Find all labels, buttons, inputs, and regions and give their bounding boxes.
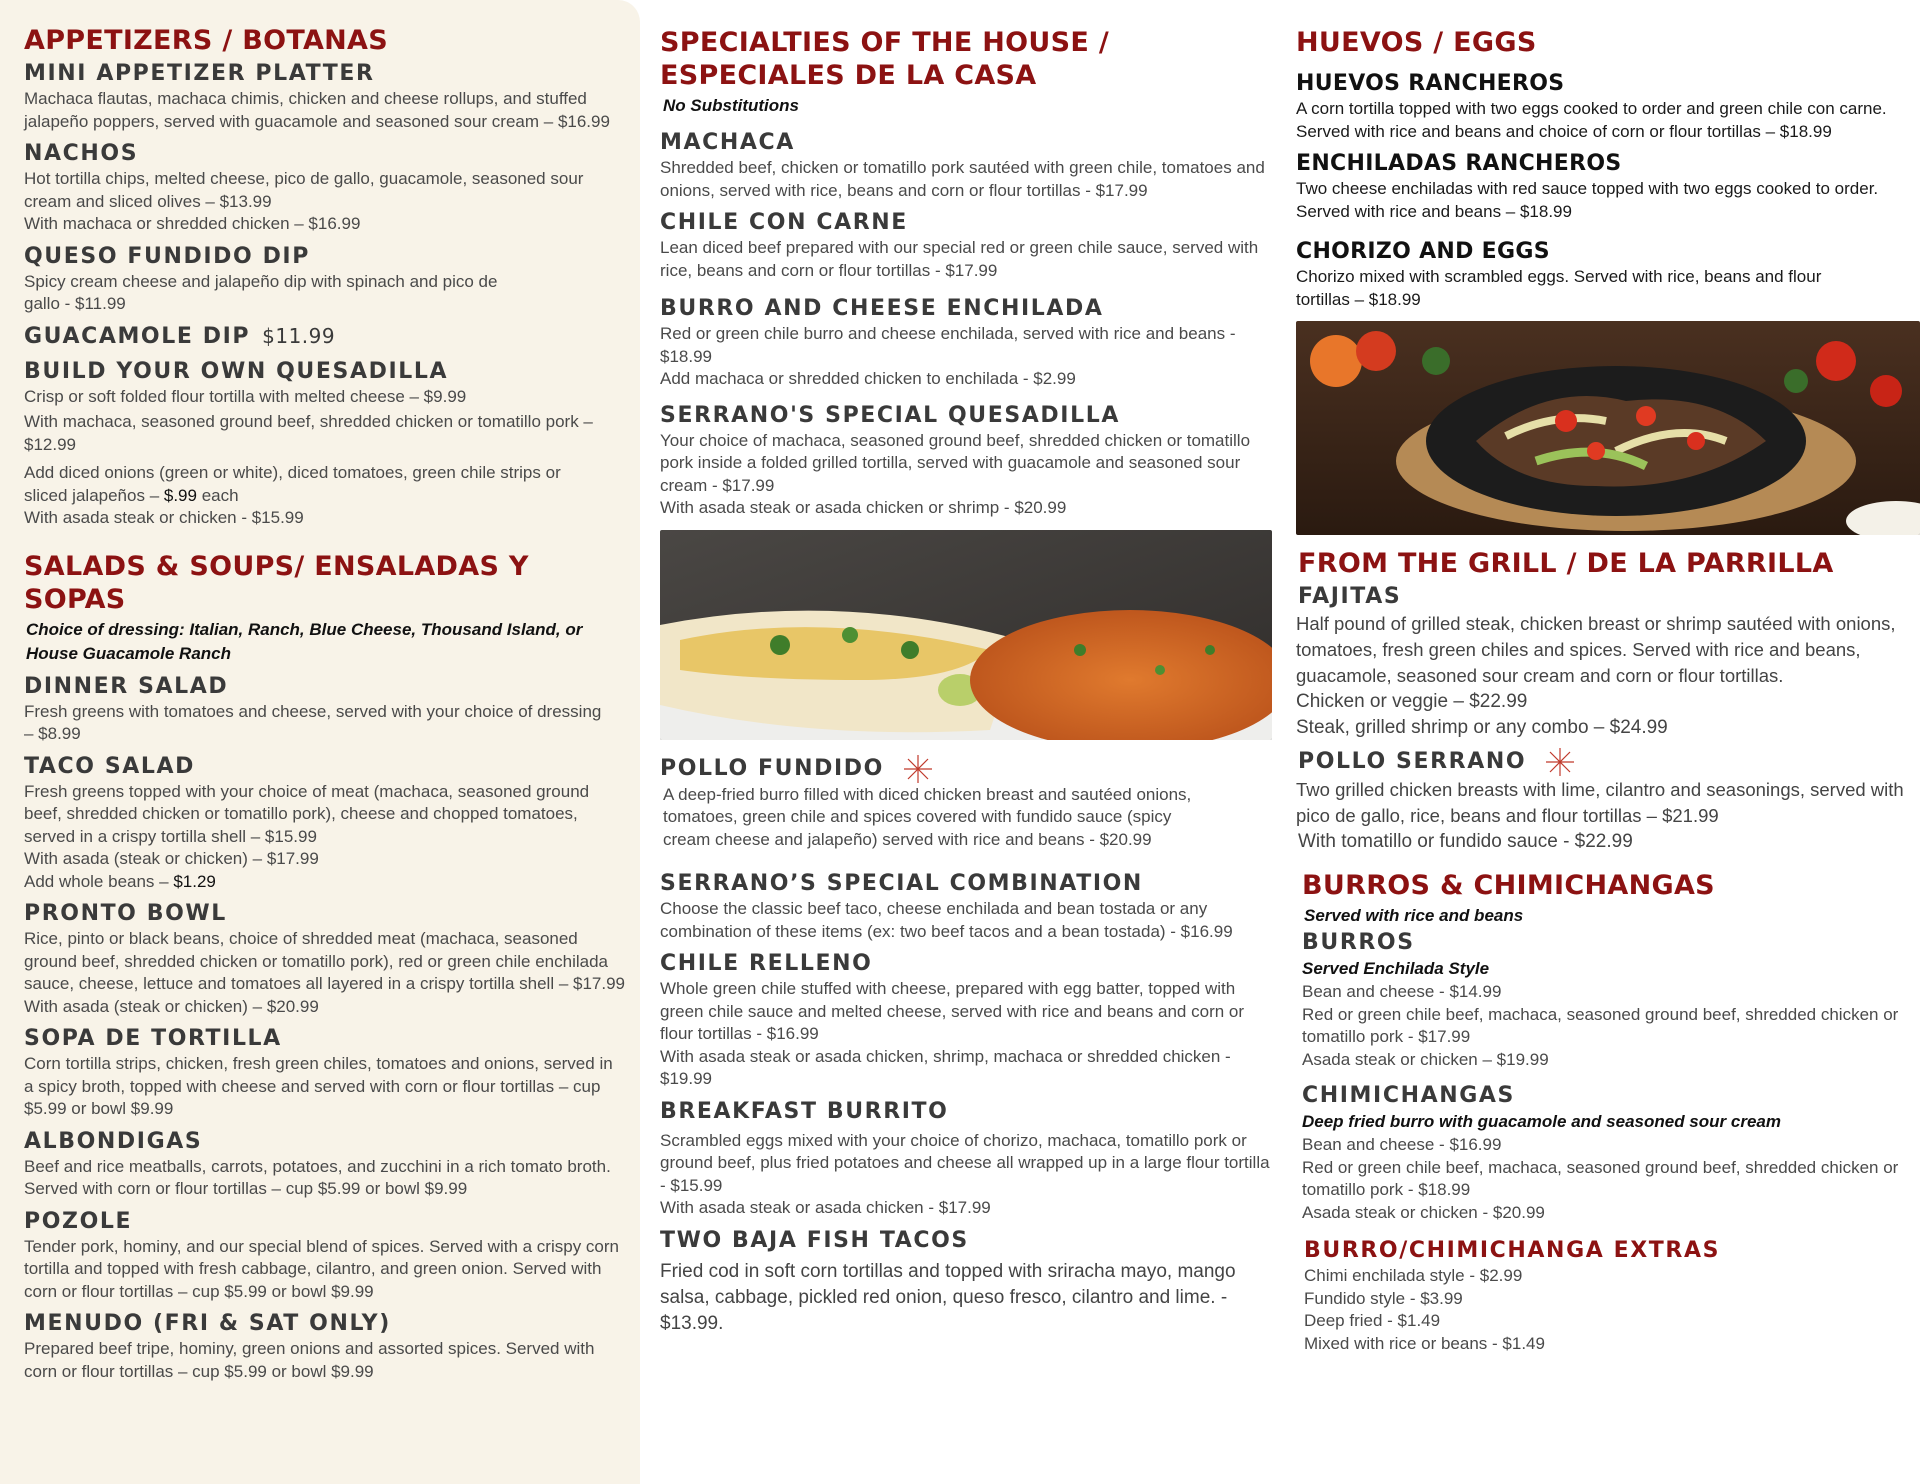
extras-option: Deep fried - $1.49 <box>1304 1311 1441 1330</box>
item-option <box>24 462 594 507</box>
item-name: DINNER SALAD <box>24 673 229 699</box>
item-name-text: POLLO FUNDIDO <box>660 755 884 781</box>
item-option: Red or green chile beef, machaca, seasoned ground beef, shredded chicken or tomatillo pork - $18.99 <box>1302 1157 1899 1199</box>
item-option: Steak, grilled shrimp or any combo – $24.99 <box>1296 717 1668 738</box>
item-description: Corn tortilla strips, chicken, fresh green chiles, tomatoes and onions, served in a spicy broth, topped with cheese and served with corn or flour tortillas – cup $5.99 or bowl $9.99 <box>24 1054 613 1118</box>
salads-soups-heading: SALADS & SOUPS/ ENSALADAS Y SOPAS <box>24 550 529 615</box>
item-option: With machaca, seasoned ground beef, shredded chicken or tomatillo pork – $12.99 <box>24 412 593 454</box>
item-option: With asada steak or chicken - $15.99 <box>24 508 304 527</box>
fajitas-skillet-photo <box>1296 321 1920 535</box>
item-subnote: Deep fried burro with guacamole and seasoned sour cream <box>1302 1112 1781 1131</box>
option-price: $1.29 <box>173 871 216 891</box>
item-description: Spicy cream cheese and jalapeño dip with spinach and pico de gallo - $11.99 <box>24 271 498 313</box>
menu-item <box>1296 582 1920 741</box>
menu-item <box>24 242 626 316</box>
menu-item <box>24 899 626 1018</box>
item-option: With tomatillo or fundido sauce - $22.99 <box>1298 831 1633 852</box>
item-name: ALBONDIGAS <box>24 1128 203 1154</box>
appetizers-heading: APPETIZERS / BOTANAS <box>24 25 388 56</box>
menu-item <box>1296 747 1920 855</box>
item-name: POZOLE <box>24 1208 133 1234</box>
item-name: NACHOS <box>24 141 139 166</box>
option-text: Add diced onions (green or white), diced tomatoes, green chile strips or sliced jalapeños – <box>24 463 561 505</box>
item-description: Tender pork, hominy, and our special blend of spices. Served with a crispy corn tortilla and topped with fresh cabbage, cilantro, and green onion. Served with corn or flour tortillas – cup $5.99 or bowl $9.99 <box>24 1236 619 1301</box>
item-option: Red or green chile beef, machaca, seasoned ground beef, shredded chicken or tomatillo pork - $17.99 <box>1302 1004 1899 1046</box>
menu-item <box>24 59 626 133</box>
grill-heading: FROM THE GRILL / DE LA PARRILLA <box>1298 548 1834 579</box>
menu-item <box>660 208 1272 282</box>
item-option: With asada (steak or chicken) – $17.99 <box>24 849 319 868</box>
item-description: Beef and rice meatballs, carrots, potatoes, and zucchini in a rich tomato broth. Served with corn or flour tortillas – cup $5.99 or bowl $9.99 <box>24 1156 611 1198</box>
item-option: With asada steak or asada chicken or shrimp - $20.99 <box>660 498 1067 517</box>
item-option: With machaca or shredded chicken – $16.99 <box>24 214 361 233</box>
eggs-heading: HUEVOS / EGGS <box>1296 27 1537 58</box>
item-description: A deep-fried burro filled with diced chicken breast and sautéed onions, tomatoes, green chile and spices covered with fundido sauce (spicy cream cheese and jalapeño) served with rice and beans - $20.99 <box>663 784 1192 849</box>
item-name: MENUDO (FRI & SAT ONLY) <box>24 1311 391 1336</box>
extras-option: Mixed with rice or beans - $1.49 <box>1304 1333 1545 1353</box>
item-description: Fresh greens with tomatoes and cheese, served with your choice of dressing – $8.99 <box>24 701 602 743</box>
item-option <box>24 871 626 894</box>
item-name: SOPA DE TORTILLA <box>24 1026 282 1051</box>
burros-chimichangas-heading: BURROS & CHIMICHANGAS <box>1302 870 1715 901</box>
item-name: BURRO AND CHEESE ENCHILADA <box>660 296 1104 321</box>
spicy-star-icon <box>1545 747 1575 777</box>
menu-item <box>660 869 1272 943</box>
menu-column-middle <box>652 0 1282 1484</box>
item-option: With asada steak or asada chicken - $17.99 <box>660 1198 991 1217</box>
item-name <box>1298 747 1920 777</box>
item-option: Bean and cheese - $14.99 <box>1302 982 1502 1001</box>
item-name: CHORIZO AND EGGS <box>1296 239 1550 264</box>
item-description: A corn tortilla topped with two eggs cooked to order and green chile con carne. Served with rice and beans and choice of corn or flour tortillas – $18.99 <box>1296 99 1887 141</box>
item-description: Red or green chile burro and cheese enchilada, served with rice and beans - $18.99 <box>660 324 1236 366</box>
menu-item <box>1302 928 1920 1071</box>
menu-item <box>660 754 1272 852</box>
item-description: Fresh greens topped with your choice of meat (machaca, seasoned ground beef, shredded chicken or tomatillo pork), cheese and chopped tomatoes, served in a crispy tortilla shell – $15.99 <box>24 781 590 846</box>
menu-column-left <box>0 0 640 1484</box>
item-description: Hot tortilla chips, melted cheese, pico de gallo, guacamole, seasoned sour cream and sliced olives – $13.99 <box>24 169 584 211</box>
item-name: QUESO FUNDIDO DIP <box>24 243 310 269</box>
item-name <box>24 322 626 351</box>
item-option: Add machaca or shredded chicken to enchilada - $2.99 <box>660 369 1076 388</box>
extras-option: Fundido style - $3.99 <box>1304 1288 1463 1308</box>
menu-item <box>24 1127 626 1201</box>
menu-item <box>1304 1236 1920 1355</box>
item-description: Machaca flautas, machaca chimis, chicken and cheese rollups, and stuffed jalapeño poppers, served with guacamole and seasoned sour cream – $16.99 <box>24 89 610 131</box>
menu-item <box>660 949 1272 1091</box>
item-name: CHILE CON CARNE <box>660 210 908 235</box>
menu-item <box>24 139 626 236</box>
menu-item <box>660 1226 1272 1337</box>
menu-item <box>24 357 626 530</box>
item-name: PRONTO BOWL <box>24 901 227 926</box>
item-name: FAJITAS <box>1298 584 1402 609</box>
item-description: Fried cod in soft corn tortillas and topped with sriracha mayo, mango salsa, cabbage, pickled red onion, queso fresco, cilantro and lime. - $13.99. <box>660 1260 1236 1334</box>
item-name: BURROS <box>1302 930 1415 955</box>
menu-item <box>660 294 1272 391</box>
extras-heading: BURRO/CHIMICHANGA EXTRAS <box>1304 1238 1721 1263</box>
menu-item <box>24 1207 626 1304</box>
item-name <box>660 754 1272 784</box>
option-suffix: each <box>196 485 239 505</box>
item-option: With asada (steak or chicken) – $20.99 <box>24 996 319 1016</box>
item-description: Rice, pinto or black beans, choice of shredded meat (machaca, seasoned ground beef, shredded chicken or tomatillo pork), red or green chile enchilada sauce, cheese, lettuce and tomatoes all layered in a crispy tortilla shell – $17.99 <box>24 929 626 993</box>
item-option: Asada steak or chicken – $19.99 <box>1302 1049 1549 1069</box>
menu-item <box>1296 149 1920 223</box>
item-name: CHIMICHANGAS <box>1302 1083 1515 1108</box>
menu-item <box>1302 1081 1920 1224</box>
enchilada-rice-photo <box>660 530 1272 740</box>
item-description: Choose the classic beef taco, cheese enchilada and bean tostada or any combination of these items (ex: two beef tacos and a bean tostada) - $16.99 <box>660 899 1233 941</box>
burros-served-note: Served with rice and beans <box>1304 906 1524 925</box>
item-name: SERRANO'S SPECIAL QUESADILLA <box>660 402 1120 428</box>
item-name: MINI APPETIZER PLATTER <box>24 61 375 86</box>
item-description: Half pound of grilled steak, chicken breast or shrimp sautéed with onions, tomatoes, fresh green chiles and spices. Served with rice and beans, guacamole, seasoned sour cream and corn or flour tortillas. <box>1296 613 1896 686</box>
item-description: Your choice of machaca, seasoned ground beef, shredded chicken or tomatillo pork inside a folded grilled tortilla, served with guacamole and seasoned sour cream - $17.99 <box>660 430 1251 495</box>
option-text: Add whole beans – <box>24 871 174 891</box>
item-option: Chicken or veggie – $22.99 <box>1296 691 1528 712</box>
item-name: TWO BAJA FISH TACOS <box>660 1227 969 1253</box>
item-name: SERRANO’S SPECIAL COMBINATION <box>660 871 1143 896</box>
item-description: Prepared beef tripe, hominy, green onions and assorted spices. Served with corn or flour tortillas – cup $5.99 or bowl $9.99 <box>24 1339 595 1381</box>
item-name-text: POLLO SERRANO <box>1298 749 1527 774</box>
item-description: Whole green chile stuffed with cheese, prepared with egg batter, topped with green chile sauce and melted cheese, served with rice and beans and corn or flour tortillas - $16.99 <box>660 979 1245 1043</box>
item-description: Lean diced beef prepared with our special red or green chile sauce, served with rice, beans and corn or flour tortillas - $17.99 <box>660 238 1259 280</box>
menu-item <box>24 1309 626 1383</box>
item-description: Shredded beef, chicken or tomatillo pork sautéed with green chile, tomatoes and onions, served with rice, beans and corn or flour tortillas - $17.99 <box>660 158 1265 200</box>
item-option: With asada steak or asada chicken, shrimp, machaca or shredded chicken - $19.99 <box>660 1046 1231 1088</box>
item-option: Asada steak or chicken - $20.99 <box>1302 1202 1545 1222</box>
item-description: Two cheese enchiladas with red sauce topped with two eggs cooked to order. Served with rice and beans – $18.99 <box>1296 179 1879 221</box>
menu-item <box>24 1024 626 1121</box>
menu-item <box>1296 69 1920 143</box>
item-subnote: Served Enchilada Style <box>1302 959 1490 978</box>
menu-item <box>660 128 1272 202</box>
item-name: ENCHILADAS RANCHEROS <box>1296 151 1622 176</box>
extras-option: Chimi enchilada style - $2.99 <box>1304 1266 1523 1285</box>
item-option: Bean and cheese - $16.99 <box>1302 1135 1502 1154</box>
item-name: CHILE RELLENO <box>660 951 873 976</box>
substitutions-note: No Substitutions <box>663 96 799 115</box>
menu-item <box>660 1097 1272 1220</box>
item-name: TACO SALAD <box>24 753 196 779</box>
specialties-heading: SPECIALTIES OF THE HOUSE / ESPECIALES DE LA CASA <box>660 27 1110 91</box>
menu-item <box>660 401 1272 520</box>
menu-item <box>24 672 626 746</box>
option-price: $.99 <box>163 485 197 505</box>
item-description: Scrambled eggs mixed with your choice of chorizo, machaca, tomatillo pork or ground beef, plus fried potatoes and cheese all wrapped up in a large flour tortilla - $15.99 <box>660 1130 1270 1195</box>
spicy-star-icon <box>903 754 933 784</box>
menu-column-right <box>1296 0 1920 1484</box>
menu-item <box>24 752 626 894</box>
item-name: MACHACA <box>660 130 795 155</box>
item-description: Crisp or soft folded flour tortilla with melted cheese – $9.99 <box>24 386 467 406</box>
item-price: $11.99 <box>262 323 336 348</box>
item-name: BUILD YOUR OWN QUESADILLA <box>24 358 449 384</box>
item-description: Chorizo mixed with scrambled eggs. Served with rice, beans and flour tortillas – $18.99 <box>1296 267 1822 309</box>
item-name: HUEVOS RANCHEROS <box>1296 71 1565 96</box>
menu-item <box>1296 237 1920 311</box>
menu-item <box>24 322 626 351</box>
dressing-note: Choice of dressing: Italian, Ranch, Blue Cheese, Thousand Island, or House Guacamole Ranch <box>26 619 583 663</box>
item-name: BREAKFAST BURRITO <box>660 1098 949 1124</box>
item-description: Two grilled chicken breasts with lime, cilantro and seasonings, served with pico de gallo, rice, beans and flour tortillas – $21.99 <box>1296 779 1904 826</box>
item-name-text: GUACAMOLE DIP <box>24 323 251 349</box>
